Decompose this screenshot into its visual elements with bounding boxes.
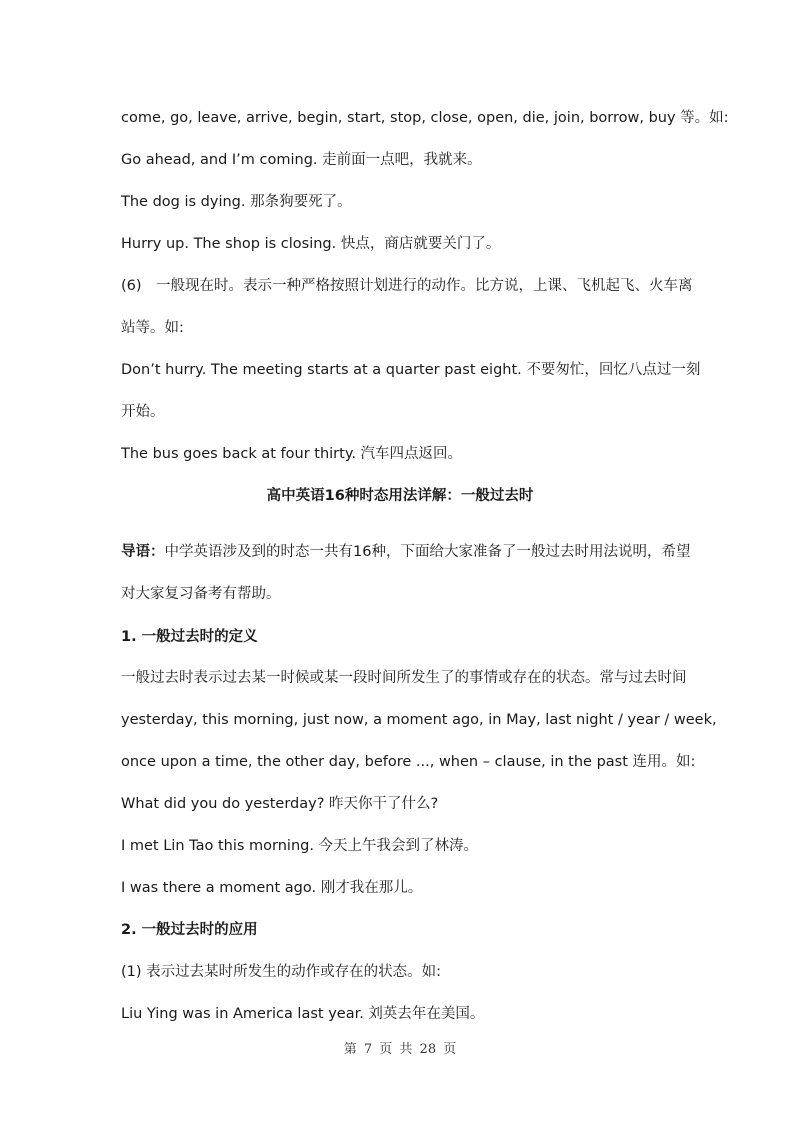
body-line: come, go, leave, arrive, begin, start, stop, close, open, die, join, borrow, buy 等。如:	[121, 110, 729, 126]
body-line: Don’t hurry. The meeting starts at a quarter past eight. 不要匆忙，回忆八点过一刻	[121, 362, 701, 378]
body-line: Liu Ying was in America last year. 刘英去年在美国。	[121, 1006, 485, 1022]
body-line: What did you do yesterday? 昨天你干了什么?	[121, 796, 439, 812]
body-line: (1) 表示过去某时所发生的动作或存在的状态。如:	[121, 964, 442, 980]
intro-colon: ：	[150, 544, 165, 560]
intro-label: 导语	[121, 544, 150, 560]
body-line: I met Lin Tao this morning. 今天上午我会到了林涛。	[121, 838, 479, 854]
body-line: once upon a time, the other day, before ..., when – clause, in the past 连用。如:	[121, 754, 696, 770]
heading-usage: 2. 一般过去时的应用	[121, 922, 258, 938]
body-line: 一般过去时表示过去某一时候或某一段时间所发生了的事情或存在的状态。常与过去时间	[121, 670, 687, 686]
intro-line-2: 对大家复习备考有帮助。	[121, 586, 281, 602]
body-line: 站等。如:	[121, 320, 184, 336]
body-line: The bus goes back at four thirty. 汽车四点返回。	[121, 446, 463, 462]
body-line: The dog is dying. 那条狗要死了。	[121, 194, 352, 210]
body-line: I was there a moment ago. 刚才我在那儿。	[121, 880, 423, 896]
heading-definition: 1. 一般过去时的定义	[121, 629, 258, 645]
body-line: (6) 一般现在时。表示一种严格按照计划进行的动作。比方说，上课、飞机起飞、火车离	[121, 278, 693, 294]
body-line: Go ahead, and I’m coming. 走前面一点吧，我就来。	[121, 152, 482, 168]
section-title: 高中英语16种时态用法详解：一般过去时	[266, 488, 534, 504]
body-line: Hurry up. The shop is closing. 快点，商店就要关门了。	[121, 236, 501, 252]
page-footer: 第 7 页 共 28 页	[343, 1042, 457, 1057]
body-line: yesterday, this morning, just now, a moment ago, in May, last night / year / week,	[121, 712, 717, 728]
intro-text: 中学英语涉及到的时态一共有16种，下面给大家准备了一般过去时用法说明，希望	[164, 544, 691, 560]
intro-line	[121, 542, 740, 562]
body-line: 开始。	[121, 404, 165, 420]
